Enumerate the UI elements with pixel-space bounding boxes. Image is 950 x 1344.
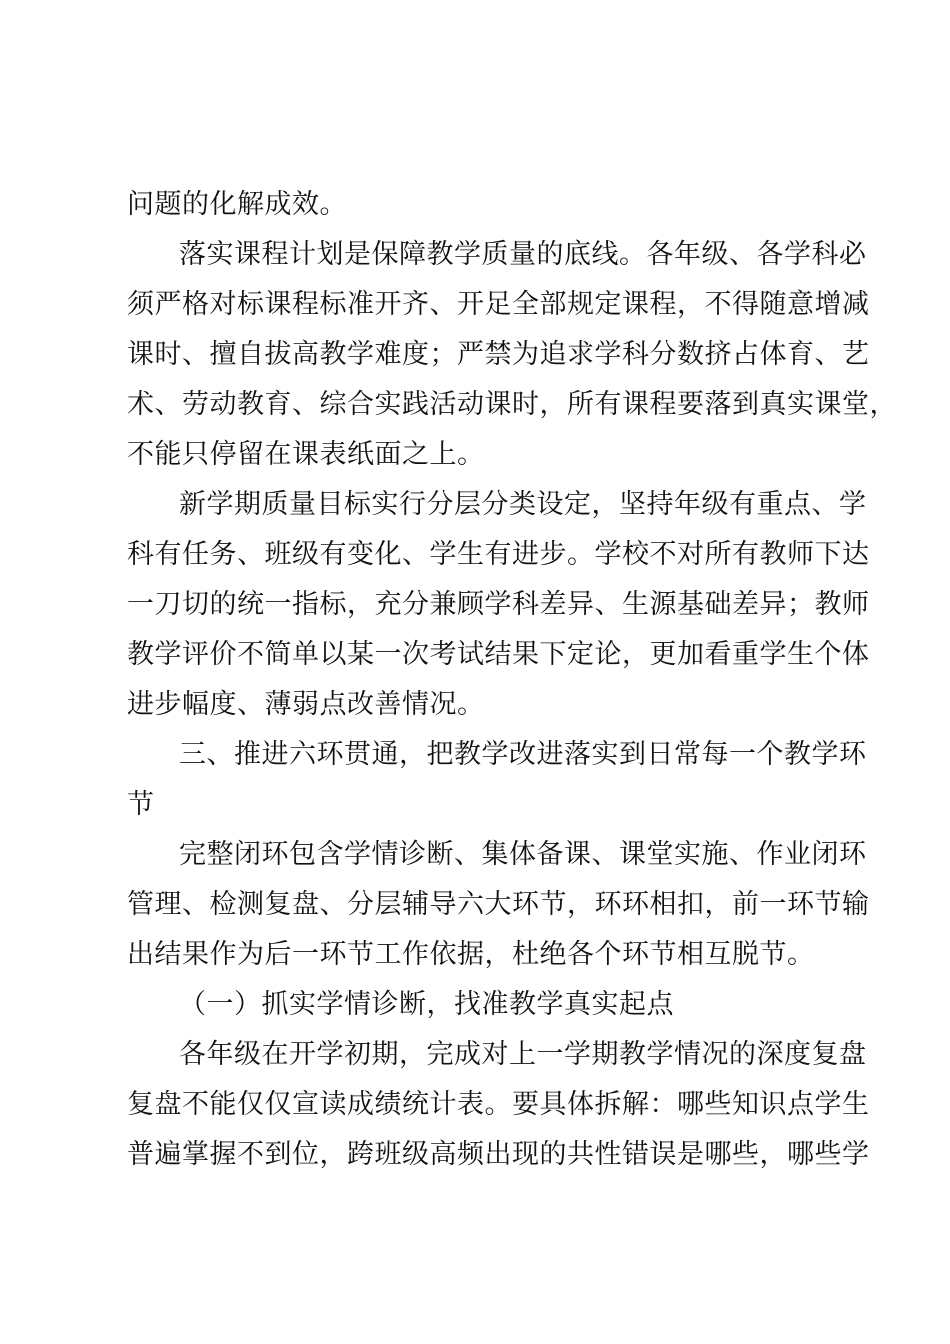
paragraph-line: 落实课程计划是保障教学质量的底线。各年级、各学科必 bbox=[179, 239, 867, 270]
section-heading: 三、推进六环贯通，把教学改进落实到日常每一个教学环 bbox=[179, 739, 867, 770]
paragraph-line: 管理、检测复盘、分层辅导六大环节，环环相扣，前一环节输 bbox=[127, 889, 870, 920]
document-body bbox=[127, 180, 897, 1180]
paragraph-line: 须严格对标课程标准开齐、开足全部规定课程，不得随意增减 bbox=[127, 289, 870, 320]
paragraph-line: 教学评价不简单以某一次考试结果下定论，更加看重学生个体 bbox=[127, 639, 870, 670]
paragraph-line: 完整闭环包含学情诊断、集体备课、课堂实施、作业闭环 bbox=[179, 839, 867, 870]
paragraph-line: 问题的化解成效。 bbox=[127, 189, 347, 220]
paragraph-line: 普遍掌握不到位，跨班级高频出现的共性错误是哪些，哪些学 bbox=[127, 1139, 870, 1170]
paragraph-line: 各年级在开学初期，完成对上一学期教学情况的深度复盘 bbox=[179, 1039, 867, 1070]
paragraph-line: 一刀切的统一指标，充分兼顾学科差异、生源基础差异；教师 bbox=[127, 589, 870, 620]
paragraph-line: 新学期质量目标实行分层分类设定，坚持年级有重点、学 bbox=[179, 489, 867, 520]
paragraph-line: 不能只停留在课表纸面之上。 bbox=[127, 439, 485, 470]
paragraph-line: 科有任务、班级有变化、学生有进步。学校不对所有教师下达 bbox=[127, 539, 870, 570]
section-heading: 节 bbox=[127, 789, 155, 820]
paragraph-line: 课时、擅自拔高教学难度；严禁为追求学科分数挤占体育、艺 bbox=[127, 339, 870, 370]
paragraph-line: 术、劳动教育、综合实践活动课时，所有课程要落到真实课堂， bbox=[127, 389, 897, 420]
subsection-heading: （一）抓实学情诊断，找准教学真实起点 bbox=[179, 989, 674, 1020]
paragraph-line: 进步幅度、薄弱点改善情况。 bbox=[127, 689, 485, 720]
paragraph-line: 复盘不能仅仅宣读成绩统计表。要具体拆解：哪些知识点学生 bbox=[127, 1089, 870, 1120]
paragraph-line: 出结果作为后一环节工作依据，杜绝各个环节相互脱节。 bbox=[127, 939, 815, 970]
